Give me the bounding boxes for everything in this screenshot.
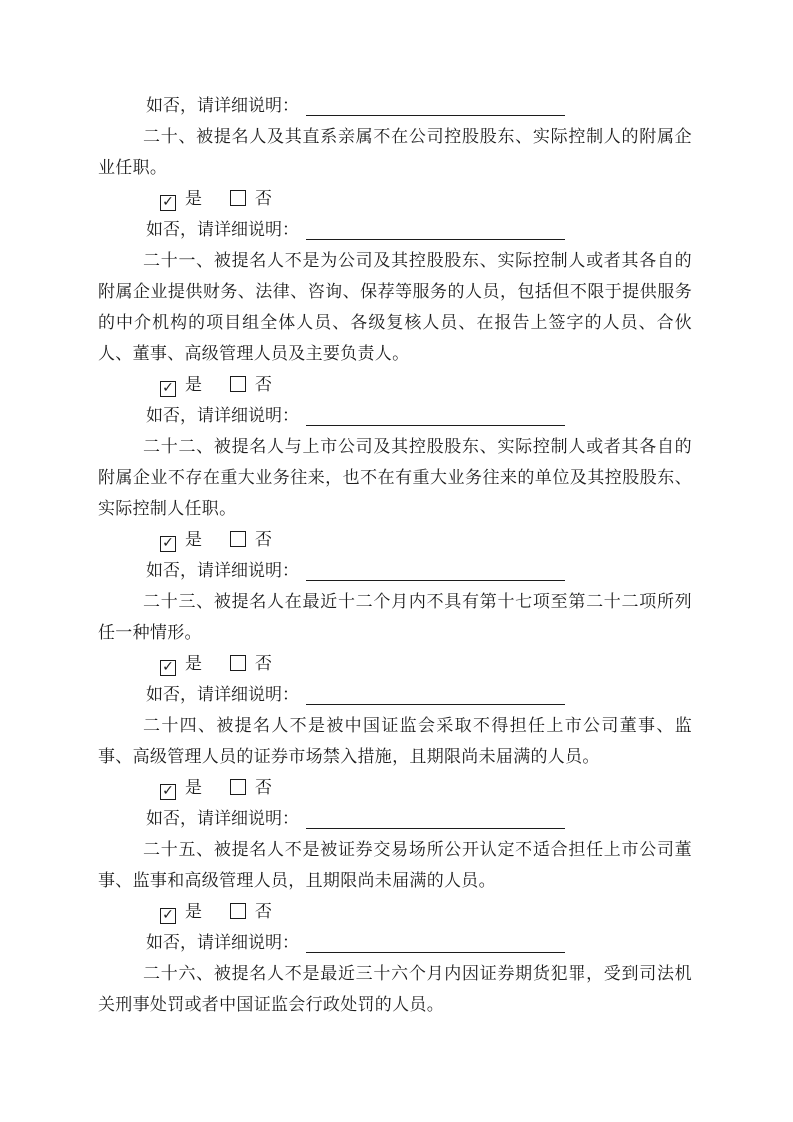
yes-label: 是 — [185, 530, 202, 549]
no-checkbox-item-22[interactable] — [230, 531, 246, 547]
answer-row-item-22 — [98, 524, 692, 555]
no-label: 否 — [255, 778, 272, 797]
document-body — [98, 90, 692, 1020]
yes-checkbox-item-25[interactable] — [160, 908, 176, 924]
no-checkbox-item-20[interactable] — [230, 190, 246, 206]
no-option-group — [230, 902, 272, 921]
no-checkbox-item-24[interactable] — [230, 779, 246, 795]
no-label: 否 — [255, 654, 272, 673]
check-mark-icon: ✓ — [162, 380, 174, 396]
no-option-group — [230, 530, 272, 549]
check-mark-icon: ✓ — [162, 907, 174, 923]
yes-checkbox-item-22[interactable] — [160, 536, 176, 552]
detail-row-item-20 — [98, 214, 692, 245]
answer-row-item-23 — [98, 648, 692, 679]
detail-blank-item-20[interactable] — [306, 221, 565, 240]
no-label: 否 — [255, 902, 272, 921]
statement-item-22: 二十二、被提名人与上市公司及其控股股东、实际控制人或者其各自的附属企业不存在重大业务往来，也不在有重大业务往来的单位及其控股股东、实际控制人任职。 — [98, 437, 692, 518]
statement-item-21: 二十一、被提名人不是为公司及其控股股东、实际控制人或者其各自的附属企业提供财务、法律、咨询、保荐等服务的人员，包括但不限于提供服务的中介机构的项目组全体人员、各级复核人员、在报告上签字的人员、合伙人、董事、高级管理人员及主要负责人。 — [98, 251, 692, 363]
check-mark-icon: ✓ — [162, 535, 174, 551]
carryover-detail-blank-field[interactable] — [306, 97, 565, 116]
detail-row-item-23 — [98, 679, 692, 710]
no-option-group — [230, 778, 272, 797]
yes-label: 是 — [185, 375, 202, 394]
detail-blank-item-22[interactable] — [306, 562, 565, 581]
no-option-group — [230, 375, 272, 394]
statement-item-23: 二十三、被提名人在最近十二个月内不具有第十七项至第二十二项所列任一种情形。 — [98, 592, 692, 642]
detail-prompt-label: 如否，请详细说明： — [146, 685, 299, 704]
statement-item-26: 二十六、被提名人不是最近三十六个月内因证券期货犯罪，受到司法机关刑事处罚或者中国证监会行政处罚的人员。 — [98, 964, 692, 1014]
statement-item-24: 二十四、被提名人不是被中国证监会采取不得担任上市公司董事、监事、高级管理人员的证券市场禁入措施，且期限尚未届满的人员。 — [98, 716, 692, 766]
no-checkbox-item-23[interactable] — [230, 655, 246, 671]
yes-checkbox-item-20[interactable] — [160, 195, 176, 211]
no-label: 否 — [255, 375, 272, 394]
answer-row-item-20 — [98, 183, 692, 214]
detail-blank-item-24[interactable] — [306, 810, 565, 829]
answer-row-item-21 — [98, 369, 692, 400]
detail-prompt-label: 如否，请详细说明： — [146, 96, 299, 115]
detail-row-item-24 — [98, 803, 692, 834]
yes-label: 是 — [185, 902, 202, 921]
detail-prompt-label: 如否，请详细说明： — [146, 561, 299, 580]
check-mark-icon: ✓ — [162, 783, 174, 799]
detail-blank-item-23[interactable] — [306, 686, 565, 705]
no-label: 否 — [255, 189, 272, 208]
no-checkbox-item-25[interactable] — [230, 903, 246, 919]
detail-row-item-25 — [98, 927, 692, 958]
detail-prompt-label: 如否，请详细说明： — [146, 220, 299, 239]
detail-row-item-21 — [98, 400, 692, 431]
answer-row-item-25 — [98, 896, 692, 927]
check-mark-icon: ✓ — [162, 194, 174, 210]
detail-row-item-22 — [98, 555, 692, 586]
detail-blank-item-21[interactable] — [306, 407, 565, 426]
statement-item-25: 二十五、被提名人不是被证券交易场所公开认定不适合担任上市公司董事、监事和高级管理人员，且期限尚未届满的人员。 — [98, 840, 692, 890]
detail-blank-item-25[interactable] — [306, 934, 565, 953]
detail-prompt-label: 如否，请详细说明： — [146, 933, 299, 952]
yes-label: 是 — [185, 778, 202, 797]
detail-prompt-label: 如否，请详细说明： — [146, 406, 299, 425]
statement-item-20: 二十、被提名人及其直系亲属不在公司控股股东、实际控制人的附属企业任职。 — [98, 127, 692, 177]
yes-label: 是 — [185, 189, 202, 208]
check-mark-icon: ✓ — [162, 659, 174, 675]
yes-label: 是 — [185, 654, 202, 673]
carryover-detail-row — [98, 90, 692, 121]
no-checkbox-item-21[interactable] — [230, 376, 246, 392]
no-label: 否 — [255, 530, 272, 549]
yes-checkbox-item-23[interactable] — [160, 660, 176, 676]
yes-checkbox-item-24[interactable] — [160, 784, 176, 800]
yes-checkbox-item-21[interactable] — [160, 381, 176, 397]
no-option-group — [230, 189, 272, 208]
detail-prompt-label: 如否，请详细说明： — [146, 809, 299, 828]
no-option-group — [230, 654, 272, 673]
answer-row-item-24 — [98, 772, 692, 803]
